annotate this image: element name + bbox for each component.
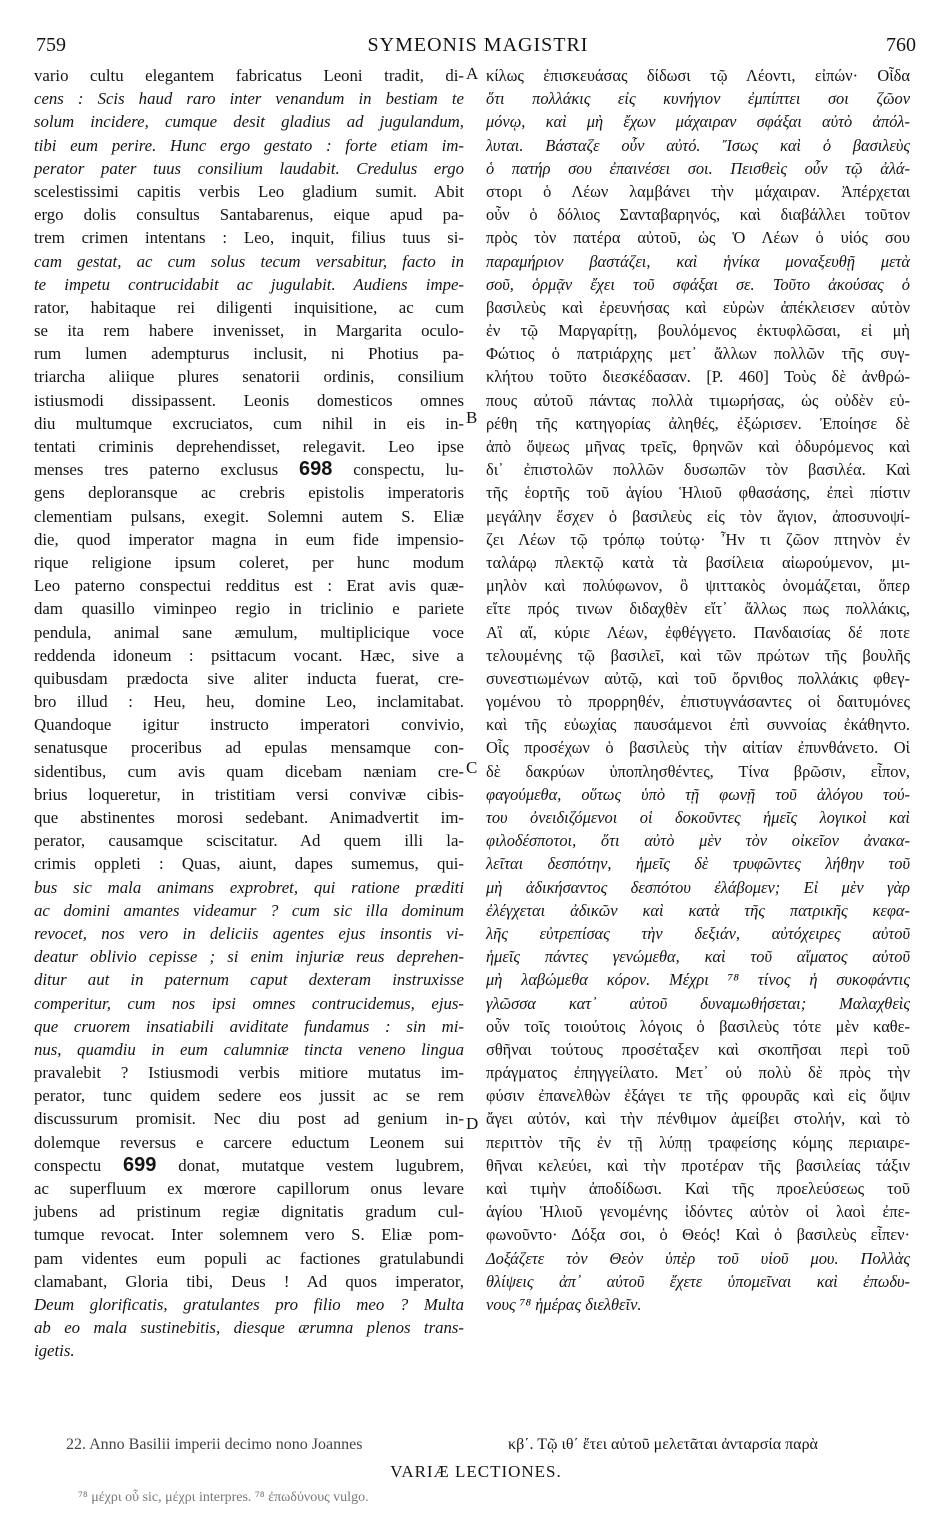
- margin-letter-d: D: [466, 1114, 479, 1133]
- latin-column: [34, 64, 464, 1363]
- greek-text-line: σθῆναι τούτους προσέταξεν καὶ σκοπῆσαι περὶ τοῦ: [486, 1039, 910, 1059]
- latin-text-line: ac domini amantes videamur ? cum sic illa dominum: [34, 900, 464, 920]
- latin-text-line: conspectu 699 donat, mutatque vestem lugubrem,: [34, 1153, 465, 1176]
- latin-text-line: revocet, nos vero in deliciis agentes ejus insontis vi-: [34, 923, 464, 943]
- greek-text-line: οὖν τοῖς τοιούτοις λόγοις ὁ βασιλεὺς τότε μὲν καθε-: [486, 1016, 910, 1036]
- margin-letter-b: B: [466, 408, 478, 427]
- latin-text-line: trem crimen intentans : Leo, inquit, filius tuus si-: [34, 228, 464, 248]
- column-marker-number: 699: [123, 1153, 157, 1176]
- greek-text-line: μεγάλην ἔσχεν ὁ βασιλεὺς εἰς τὸν ἅγιον, ἀποσυνοψί-: [486, 506, 910, 526]
- greek-text-line: βασιλεὺς καὶ ἐρευνήσας καὶ εὑρὼν ἀπέκλεισεν αὐτὸν: [486, 297, 910, 317]
- greek-text-line: καὶ τῆς εὐωχίας παυσάμενοι ἐπὶ συννοίας ἐκάθηντο.: [486, 715, 910, 735]
- greek-text-line: οὖν ὁ δόλιος Σανταβαρηνός, καὶ διαβάλλει τοῦτον: [486, 205, 910, 225]
- greek-text-line: τελουμένης τῷ βασιλεῖ, καὶ τῶν πρώτων τῆς βουλῆς: [486, 645, 910, 665]
- greek-text-line: λυται. Βάσταζε οὖν αὐτό. Ἴσως καὶ ὁ βασιλεὺς: [486, 135, 910, 155]
- latin-text-line: pam videntes eum populi ac factiones gratulabundi: [34, 1248, 464, 1268]
- greek-text-line: στορι ὁ Λέων λαμβάνει τὴν μάχαιραν. Ἀπέρχεται: [486, 181, 910, 201]
- greek-text-line: φιλοδέσποτοι, ὅτι αὐτὸ μὲν τὸν οἰκεῖον ἀνακα-: [486, 831, 910, 851]
- latin-text-line: tentati criminis deprehendisset, relegavit. Leo ipse: [34, 437, 464, 456]
- latin-text-line: diu multumque excruciatos, cum nihil in eis in-: [34, 413, 464, 433]
- greek-text-line: φωνοῦντο· Δόξα σοι, ὁ Θεός! Καὶ ὁ βασιλεὺς εἶπεν·: [486, 1225, 910, 1245]
- greek-text-line: κίλως ἐπισκευάσας δίδωσι τῷ Λέοντι, εἰπών· Οἶδα: [486, 66, 910, 85]
- greek-text-line: Δοξάζετε τὸν Θεὸν ὑπὲρ τοῦ υἱοῦ μου. Πολλὰς: [486, 1248, 910, 1268]
- latin-text-line: istiusmodi dissipassent. Leonis domesticos omnes: [34, 390, 464, 410]
- greek-text-line: ἁγίου Ἡλιοῦ γενομένης ἰδόντες αὐτὸν οἱ λαοὶ ἐπε-: [486, 1202, 910, 1222]
- greek-text-line: ὁ πατήρ σου ἐπαινέσει σοι. Πεισθεὶς οὖν τῷ ἀλά-: [486, 158, 910, 178]
- latin-text-line: scelestissimi capitis verbis Leo gladium sumit. Abit: [34, 181, 464, 201]
- latin-text-line: igetis.: [34, 1341, 75, 1361]
- greek-text-line: Αἲ αἴ, κύριε Λέων, ἐφθέγγετο. Πανδαισίας δέ ποτε: [486, 622, 910, 642]
- latin-text-line: solum incidere, cumque desit gladius ad jugulandum,: [34, 112, 464, 132]
- greek-text-line: δι᾽ ἐπιστολῶν πολλῶν δυσωπῶν τὸν βασιλέα. Καὶ: [486, 460, 910, 480]
- latin-text-line: clamabant, Gloria tibi, Deus ! Ad quos imperator,: [34, 1271, 464, 1291]
- latin-text-line: Quandoque igitur instructo imperatori convivio,: [34, 715, 464, 735]
- latin-text-line: comperitur, cum nos ipsi omnes contrucidemus, ejus-: [34, 993, 464, 1013]
- latin-text-line: pendula, animal sane æmulum, multiplicique voce: [34, 622, 464, 642]
- greek-text-line: μόνῳ, καὶ μὴ ἔχων μάχαιραν σφάξαι αὐτὸ ἀπόλ-: [486, 112, 910, 132]
- greek-text-line: τῆς ἑορτῆς τοῦ ἁγίου Ἡλιοῦ φθασάσης, ἐπεὶ πίστιν: [486, 483, 910, 503]
- latin-text-line: triarcha aliique plures senatorii ordinis, consilium: [34, 367, 464, 387]
- latin-text-line: ditur aut in paternum caput dexteram instruxisse: [34, 970, 464, 990]
- latin-text-line: tibi eum perire. Hunc ergo gestato : forte etiam im-: [34, 135, 464, 155]
- greek-text-line: κλήτου τοῦτο διεσκέδασαν. [P. 460] Τοὺς δὲ ἀνθρώ-: [486, 367, 910, 387]
- greek-text-line: ἐλέγχεται ἀδικῶν καὶ κατὰ τῆς πατρικῆς κεφα-: [486, 900, 910, 920]
- variae-lectiones-notes: ⁷⁸ μέχρι οὗ sic, μέχρι interpres. ⁷⁸ ἐπωδύνους vulgo.: [78, 1490, 369, 1505]
- footnote-latin: 22. Anno Basilii imperii decimo nono Joannes: [66, 1436, 363, 1453]
- greek-text-line: Οἷς προσέχων ὁ βασιλεὺς τὴν αἰτίαν ἐπυνθάνετο. Οἱ: [486, 738, 910, 758]
- running-title: SYMEONIS MAGISTRI: [367, 34, 589, 56]
- latin-text-line: rator, habitaque rei diligenti inquisitione, ac cum: [34, 297, 464, 317]
- greek-text-line: εἴτε πρός τινων διδαχθὲν εἴτ᾽ ἄλλως πως πολλάκις,: [486, 599, 910, 619]
- latin-text-line: perator pater tuus consilium laudabit. Credulus ergo: [34, 158, 464, 178]
- greek-text-line: παραμήριον βαστάζει, καὶ ἡνίκα μοναξευθῇ μετὰ: [486, 251, 910, 271]
- footnote-greek: κβ΄. Τῷ ιθ΄ ἔτει αὐτοῦ μελετᾶται ἀνταρσία παρὰ: [508, 1436, 818, 1453]
- greek-text-line: ὅτι πολλάκις εἰς κυνήγιον ἐμπίπτει σοι ζῶον: [486, 89, 910, 109]
- latin-text-line: nus, quamdiu in eum calumniæ tincta veneno lingua: [34, 1039, 464, 1059]
- latin-text-line: bus sic mala animans exprobret, qui ratione præditi: [34, 877, 464, 897]
- greek-text-line: περιττὸν τῆς ἐν τῇ λύπῃ τραφείσης κόμης περιαιρε-: [486, 1132, 910, 1152]
- latin-text-line: que cruorem insatiabili aviditate fundamus : sin mi-: [34, 1016, 464, 1036]
- latin-text-line: rum lumen adempturus inclusit, ni Photius pa-: [34, 344, 464, 364]
- latin-text-line: cens : Scis haud raro inter venandum in bestiam te: [34, 89, 464, 109]
- greek-text-line: Φώτιος ὁ πατριάρχης μετ᾽ ἄλλων πολλῶν τῆς συγ-: [486, 344, 910, 364]
- latin-text-line: cam gestat, ac cum solus tecum versabitur, facto in: [34, 251, 464, 271]
- page-header: [34, 34, 922, 64]
- margin-letter-a: A: [466, 64, 479, 83]
- latin-text-line: vario cultu elegantem fabricatus Leoni tradit, di-: [34, 66, 464, 85]
- page-number-left: 759: [36, 34, 66, 56]
- margin-letter-c: C: [466, 758, 478, 777]
- greek-text-line: ἡμεῖς πάντες γενώμεθα, καὶ τοῦ αἵματος αὐτοῦ: [486, 947, 910, 967]
- greek-text-line: ἀπὸ ὄψεως μῆνας τρεῖς, θρηνῶν καὶ ὀδυρόμενος καὶ: [486, 437, 910, 456]
- latin-text-line: tumque revocat. Inter solemnem vero S. Eliæ pom-: [34, 1225, 464, 1245]
- greek-text-line: φύσιν ἐπανελθὼν ἐξάγει τε τῆς φρουρᾶς καὶ εἰς ὄψιν: [486, 1086, 910, 1106]
- variae-lectiones-heading: VARIÆ LECTIONES.: [390, 1462, 562, 1481]
- latin-text-line: jubens ad pristinum regiæ dignitatis gradum cul-: [34, 1202, 464, 1222]
- latin-text-line: bro illud : Heu, heu, domine Leo, inclamitabat.: [34, 692, 464, 712]
- greek-text-line: του ὀνειδιζόμενοι οἱ δοκοῦντες ἡμεῖς λογικοὶ καὶ: [486, 808, 910, 827]
- greek-text-line: ἐν τῷ Μαργαρίτῃ, βουλόμενος ἐκτυφλῶσαι, εἰ μὴ: [486, 321, 910, 341]
- greek-text-line: ζει Λέων τῷ τρόπῳ τούτῳ· Ἦν τι ζῶον πτηνὸν ἐν: [486, 529, 910, 549]
- greek-text-line: πράγματος ἐπηγγείλατο. Μετ᾽ οὐ πολὺ δὲ πρὸς τὴν: [486, 1063, 910, 1083]
- page-number-right: 760: [886, 34, 916, 56]
- latin-text-line: rique religione ipsum coleret, per hunc modum: [34, 552, 464, 572]
- latin-text-line: que abstinentes morosi sedebant. Animadvertit im-: [34, 808, 464, 827]
- greek-text-line: πρὸς τὸν πατέρα αὐτοῦ, ὡς Ὁ Λέων ὁ υἱός σου: [486, 228, 910, 248]
- greek-text-line: νους ⁷⁸ ἡμέρας διελθεῖν.: [486, 1294, 642, 1314]
- latin-text-line: ergo dolis consultus Santabarenus, eique apud pa-: [34, 205, 464, 225]
- greek-column: [486, 64, 910, 1316]
- greek-text-line: ταλάρῳ πλεκτῷ κατὰ τὰ βασίλεια αἰωρούμενον, μι-: [486, 552, 910, 572]
- latin-text-line: te impetu contrucidabit ac jugulabit. Audiens impe-: [34, 274, 464, 294]
- greek-text-line: θῆναι κελεύει, καὶ τὴν προτέραν τῆς βασιλείας τάξιν: [486, 1155, 910, 1175]
- latin-text-line: ac superfluum ex mœrore capillorum onus levare: [34, 1179, 464, 1198]
- latin-text-line: ab eo mala sustinebitis, diesque ærumna plenos trans-: [34, 1318, 464, 1338]
- latin-text-line: menses tres paterno exclusus 698 conspectu, lu-: [34, 458, 465, 481]
- greek-text-line: ρέθη τῆς κατηγορίας ἀληθές, ἐξώρισεν. Ἐποίησε δὲ: [486, 413, 910, 433]
- latin-text-line: brius loqueretur, in tristitiam versi convivæ cibis-: [34, 784, 464, 804]
- greek-text-line: συνεστιωμένων αὐτῷ, καὶ τοῦ ὄρνιθος πολλάκις φθεγ-: [486, 668, 910, 688]
- latin-text-line: Leo paterno conspectui redditus est : Erat avis quæ-: [34, 576, 464, 596]
- latin-text-line: gens deploransque ac crebris epistolis imperatoris: [34, 483, 464, 503]
- latin-text-line: dolemque reversus e carcere eductum Leonem sui: [34, 1132, 464, 1152]
- latin-text-line: die, quod imperator magna in eum fide impensio-: [34, 529, 464, 549]
- latin-text-line: dam quasillo viminpeo regio in triclinio e pariete: [34, 599, 464, 619]
- latin-text-line: reddenda idoneum : psittacum vocant. Hæc, sive a: [34, 645, 464, 665]
- latin-text-line: senatusque proceribus ad epulas mensamque con-: [34, 738, 464, 758]
- greek-text-line: μὴ ἀδικήσαντος δεσπότου ἐλάβομεν; Εἰ μὲν γὰρ: [486, 877, 910, 897]
- latin-text-line: perator, tunc quidem sedere eos jussit ac se rem: [34, 1086, 464, 1106]
- latin-text-line: perator, causamque sciscitatur. Ad quem illi la-: [34, 831, 464, 851]
- latin-text-line: clementiam pulsans, exegit. Solemni autem S. Eliæ: [34, 506, 464, 526]
- greek-text-line: θλίψεις ἀπ᾽ αὐτοῦ ἔχετε ὑπομεῖναι καὶ ἐπωδυ-: [486, 1271, 910, 1291]
- greek-text-line: μὴ λαβώμεθα κόρον. Μέχρι ⁷⁸ τίνος ἡ συκοφάντις: [486, 970, 910, 990]
- latin-text-line: discussurum promisit. Nec diu post ad genium in-: [34, 1109, 464, 1129]
- latin-text-line: quibusdam prædocta sive aliter inducta fuerat, cre-: [34, 668, 464, 688]
- greek-text-line: καὶ τιμὴν ἀποδίδωσι. Καὶ τῆς προελεύσεως τοῦ: [486, 1179, 910, 1198]
- latin-text-line: Deum glorificatis, gratulantes pro filio meo ? Multa: [34, 1294, 464, 1314]
- latin-text-line: se ita rem habere invenisset, in Margarita oculo-: [34, 321, 464, 341]
- column-marker-number: 698: [299, 458, 333, 481]
- greek-text-line: ἄγει αὐτόν, καὶ τὴν πένθιμον ἀμείβει στολήν, καὶ τὸ: [486, 1109, 910, 1129]
- greek-text-line: λεῖται δεσπότην, ἡμεῖς δὲ τρυφῶντες λήθην τοῦ: [486, 854, 910, 874]
- greek-text-line: γλῶσσα κατ᾽ αὐτοῦ δυναμωθήσεται; Μαλαχθεὶς: [486, 993, 910, 1013]
- greek-text-line: σοῦ, ὁρμᾷν ἔχει τοῦ σφάξαι σε. Τοῦτο ἀκούσας ὁ: [486, 274, 910, 294]
- latin-text-line: pravalebit ? Istiusmodi verbis mitiore mutatus im-: [34, 1063, 464, 1083]
- greek-text-line: πους αὐτοῦ πάντας πολλὰ τιμωρήσας, ὡς οὐδὲν εὑ-: [486, 390, 910, 410]
- greek-text-line: γομένου τὸ προρρηθέν, ἐπιστυγνάσαντες οἱ δαιτυμόνες: [486, 692, 910, 712]
- greek-text-line: φαγούμεθα, οὕτως ὑπὸ τῇ φωνῇ τοῦ ἀλόγου τού-: [486, 784, 910, 804]
- greek-text-line: δὲ δακρύων ὑποπλησθέντες, Τίνα βρῶσιν, εἶπον,: [486, 761, 910, 781]
- latin-text-line: sidentibus, cum avis quam dicebam næniam cre-: [34, 761, 464, 781]
- latin-text-line: crimis oppleti : Quas, aiunt, dapes sumemus, qui-: [34, 854, 464, 874]
- latin-text-line: deatur oblivio cepisse ; si enim injuriæ reus deprehen-: [34, 947, 464, 967]
- greek-text-line: λῆς εὐτρεπίσας τὴν δεξιάν, αὐτόχειρες αὐτοῦ: [486, 923, 910, 943]
- greek-text-line: μηλὸν καὶ πολύφωνον, ὃ ψιττακὸς ὀνομάζεται, ὅπερ: [486, 576, 910, 596]
